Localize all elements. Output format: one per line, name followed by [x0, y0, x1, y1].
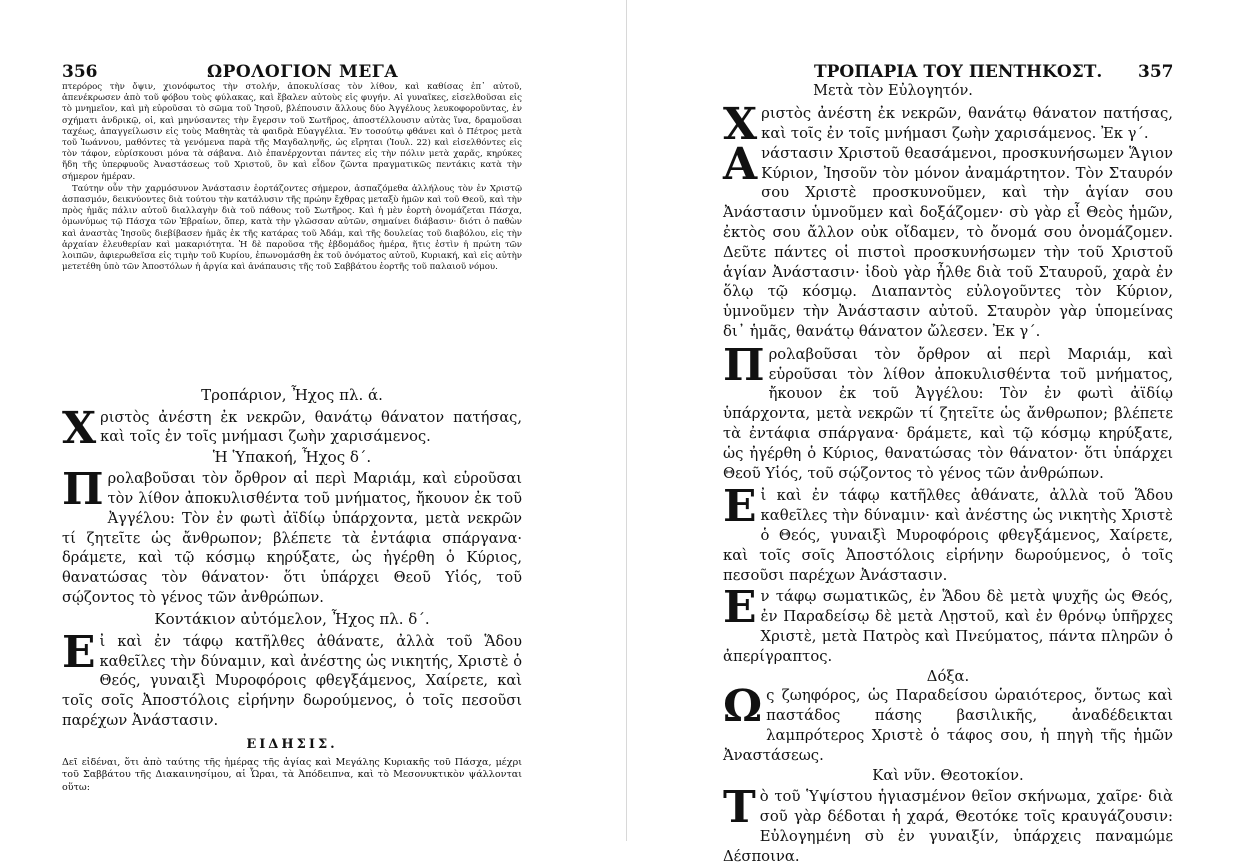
page-gutter — [626, 0, 627, 841]
narrative-paragraph-1: πτερόρος τὴν ὄψιν, χιονόφωτος τὴν στολήν, ἀποκυλίσας τὸν λίθον, καὶ καθίσας ἐπ᾽ αὐτοῦ, ἀπενέκρωσεν ἀπὸ τοῦ φόβου τοὺς φύλακας, καὶ ἔβαλεν αὐτοὺς εἰς φυγήν. Αἱ γυναῖκες, εἰσελθοῦσαι εἰς τὸ μνημεῖον, καὶ μὴ εὑροῦσαι τὸ σῶμα τοῦ Ἰησοῦ, βλέπουσιν ἄλλους δύο Ἀγγέλους λευκοφοροῦντας, ἐν σχήματι ἀνδρικῷ, οἱ, καὶ μηνύσαντες τὴν ἔγερσιν τοῦ Σωτῆρος, ἀποστέλλουσιν αὐτὰς ἵνα, δραμοῦσαι ταχέως, ἀπαγγείλωσιν εἰς τοὺς Μαθητὰς τὰ φαιδρὰ Εὐαγγέλια. Ἐν τοσούτῳ φθάνει καὶ ὁ Πέτρος μετὰ τοῦ Ἰωάννου, μαθόντες τὰ γενόμενα παρὰ τῆς Μαγδαληνῆς, ὡς εἴρηται (Ἰουλ. 22) καὶ εἰσελθόντες εἰς τὸν τάφον, εὑρίσκουσι μόνα τὰ σάβανα. Διὸ ἐπανέρχονται πάντες εἰς τὴν πόλιν μετὰ χαρᾶς, κηρύκες ἤδη τῆς ὑπερφυοῦς Ἀναστάσεως τοῦ Χριστοῦ, ὃν καὶ εἶδον ζῶντα πραγματικῶς πεντάκις κατὰ τὴν σήμερον ἡμέραν. — [62, 82, 522, 182]
drop-cap: Π — [723, 339, 765, 391]
hymn-6-text: ς ζωηφόρος, ὡς Παραδείσου ὡραιότερος, ὄντως καὶ παστάδος πάσης βασιλικῆς, ἀναδέδεικται λαμπρότερος Χριστὲ ὁ τάφος σου, ἡ πηγὴ τῆς ἡμῶν Ἀναστάσεως. — [723, 687, 1173, 764]
kai-nyn: Καὶ νῦν. Θεοτοκίον. — [872, 766, 1024, 784]
hymn-4 — [723, 481, 1173, 585]
hymn-2-text: νάστασιν Χριστοῦ θεασάμενοι, προσκυνήσωμεν Ἅγιον Κύριον, Ἰησοῦν τὸν μόνον ἀναμάρτητον. Τὸν Σταυρόν σου Χριστὲ προσκυνοῦμεν, καὶ τὴν ἁγίαν σου Ἀνάστασιν ὑμνοῦμεν καὶ δοξάζομεν· σὺ γὰρ εἶ Θεὸς ἡμῶν, ἐκτὸς σου ἄλλον οὐκ οἴδαμεν, τὸ ὄνομά σου ὀνομάζομεν. Δεῦτε πάντες οἱ πιστοὶ προσκυνήσωμεν τὴν τοῦ Χριστοῦ ἁγίαν Ἀνάστασιν· ἰδοὺ γὰρ ἦλθε διὰ τοῦ Σταυροῦ, χαρὰ ἐν ὅλῳ τῷ κόσμῳ. Διαπαντὸς εὐλογοῦντες τὸν Κύριον, ὑμνοῦμεν τὴν Ἀνάστασιν αὐτοῦ. Σταυρὸν γὰρ ὑπομείνας δι᾽ ἡμᾶς, θανάτῳ θάνατον ὤλεσεν. Ἐκ γ΄. — [723, 144, 1173, 340]
drop-cap: Ω — [723, 681, 763, 733]
drop-cap: Χ — [723, 98, 758, 150]
hymn-6 — [723, 681, 1173, 765]
troparion — [62, 402, 522, 454]
narrative-block — [62, 82, 522, 273]
kontakion-heading: Κοντάκιον αὐτόμελον, Ἦχος πλ. δ΄. — [154, 610, 430, 629]
drop-cap: Τ — [723, 782, 756, 834]
troparion-text: ριστὸς ἀνέστη ἐκ νεκρῶν, θανάτῳ θάνατον πατήσας, καὶ τοῖς ἐν τοῖς μνήμασι ζωὴν χαρισάμενος. — [100, 408, 522, 446]
doxa: Δόξα. — [926, 667, 970, 685]
troparion-heading: Τροπάριον, Ἦχος πλ. ά. — [201, 386, 383, 404]
hypakoe-heading: Ἡ Ὑπακοή, Ἦχος δ΄. — [212, 447, 372, 466]
hymn-7 — [723, 782, 1173, 866]
page-number-left: 356 — [62, 62, 98, 82]
hymn-4-text: ἰ καὶ ἐν τάφῳ κατῆλθες ἀθάνατε, ἀλλὰ τοῦ Ἅδου καθεῖλες τὴν δύναμιν· καὶ ἀνέστης ὡς νικητὴς Χριστὲ ὁ Θεός, γυναιξὶ Μυροφόροις φθεγξάμενος, Χαίρετε, καὶ τοῖς σοῖς Ἀποστόλοις εἰρήνην δωρούμενος, ὁ τοῖς πεσοῦσι παρέχων Ἀνάστασιν. — [723, 487, 1173, 584]
drop-cap: Α — [723, 138, 758, 190]
drop-cap: Ε — [62, 627, 96, 679]
notice-text: Δεῖ εἰδέναι, ὅτι ἀπὸ ταύτης τῆς ἡμέρας τῆς ἁγίας καὶ Μεγάλης Κυριακῆς τοῦ Πάσχα, μέχρι τοῦ Σαββάτου τῆς Διακαινησίμου, αἱ Ὧραι, τὰ Ἀπόδειπνα, καὶ τὸ Μεσονυκτικὸν ψάλλονται οὕτω: — [62, 756, 522, 793]
narrative-paragraph-2: Ταύτην οὖν τὴν χαρμόσυνον Ἀνάστασιν ἑορτάζοντες σήμερον, ἀσπαζόμεθα ἀλλήλους τὸν ἐν Χριστῷ ἀσπασμόν, δεικνύοντες διὰ τούτου τὴν κατάλυσιν τῆς πρώην ἔχθρας μεταξὺ ἡμῶν καὶ τοῦ Θεοῦ, καὶ τὴν πρὸς ἡμᾶς πάλιν αὐτοῦ διαλλαγὴν διὰ τοῦ πάθους τοῦ Σωτῆρος. Καὶ ἡ μὲν ἑορτὴ ὀνομάζεται Πάσχα, ὁμωνύμως τῷ Πάσχα τῶν Ἑβραίων, ὅπερ, κατὰ τὴν γλῶσσαν αὐτῶν, σημαίνει διάβασιν· διότι ὁ παθὼν καὶ ἀναστὰς Ἰησοῦς διεβίβασεν ἡμᾶς ἐκ τῆς κατάρας τοῦ Ἀδάμ, καὶ τῆς δουλείας τοῦ διαβόλου, εἰς τὴν ἀρχαίαν ἐλευθερίαν καὶ μακαριότητα. Ἡ δὲ παροῦσα τῆς ἑβδομάδος ἡμέρα, ἥτις ἐστὶν ἡ πρώτη τῶν λοιπῶν, ἀφιερωθεῖσα εἰς τιμὴν τοῦ Κυρίου, ἐπωνομάσθη ἐκ τοῦ ὀνόματος αὐτοῦ, Κυριακή, καὶ εἰς αὐτὴν μετετέθη ὑπὸ τῶν Ἀποστόλων ἡ ἀργία καὶ ἀνάπαυσις τῆς τοῦ Σαββάτου ἑορτῆς τοῦ παλαιοῦ νόμου. — [62, 183, 522, 273]
hymn-5-text: ν τάφῳ σωματικῶς, ἐν Ἅδου δὲ μετὰ ψυχῆς ὡς Θεός, ἐν Παραδείσῳ δὲ μετὰ Λῃστοῦ, καὶ ἐν θρόνῳ ὑπῆρχες Χριστὲ, μετὰ Πατρὸς καὶ Πνεύματος, πάντα πληρῶν ὁ ἀπερίγραπτος. — [723, 588, 1173, 665]
running-title-right: ΤΡΟΠΑΡΙΑ ΤΟΥ ΠΕΝΤΗΚΟΣΤ. — [814, 62, 1103, 82]
drop-cap: Χ — [62, 402, 97, 454]
kontakion — [62, 627, 522, 731]
left-page — [0, 0, 625, 841]
right-page — [628, 0, 1253, 865]
drop-cap: Ε — [723, 582, 757, 634]
notice-heading: ΕΙΔΗΣΙΣ. — [246, 736, 338, 752]
subheading: Μετὰ τὸν Εὐλογητόν. — [813, 83, 973, 99]
hymn-7-text: ὸ τοῦ Ὑψίστου ἡγιασμένον θεῖον σκήνωμα, χαῖρε· διὰ σοῦ γὰρ δέδοται ἡ χαρά, Θεοτόκε τοῖς κραυγάζουσιν: Εὐλογημένη σὺ ἐν γυναιξίν, ὑπάρχεις παναμώμε Δέσποινα. — [723, 788, 1173, 865]
right-hymns-block — [723, 82, 1173, 866]
hymn-5 — [723, 582, 1173, 666]
hymn-3-text: ρολαβοῦσαι τὸν ὄρθρον αἱ περὶ Μαριάμ, καὶ εὑροῦσαι τὸν λίθον ἀποκυλισθέντα τοῦ μνήματος, ἤκουον ἐκ τοῦ Ἀγγέλου: Τὸν ἐν φωτὶ ἀϊδίῳ ὑπάρχοντα, μετὰ νεκρῶν τί ζητεῖτε ὡς ἄνθρωπον; βλέπετε τὰ ἐντάφια σπάργανα· δράμετε, καὶ τῷ κόσμῳ κηρύξατε, ὡς ἠγέρθη ὁ Κύριος, θανατώσας τὸν θάνατον· ὅτι ὑπάρχει Θεοῦ Υἱός, τοῦ σῴζοντος τὸ γένος τῶν ἀνθρώπων. — [723, 345, 1173, 482]
hymn-1-text: ριστὸς ἀνέστη ἐκ νεκρῶν, θανάτῳ θάνατον πατήσας, καὶ τοῖς ἐν τοῖς μνήμασι ζωὴν χαρισάμενος. Ἐκ γ΄. — [761, 104, 1173, 142]
hypakoe-text: ρολαβοῦσαι τὸν ὄρθρον αἱ περὶ Μαριάμ, καὶ εὑροῦσαι τὸν λίθον ἀποκυλισθέντα τοῦ μνήματος, ἤκουον ἐκ τοῦ Ἀγγέλου: Τὸν ἐν φωτὶ ἀϊδίῳ ὑπάρχοντα, μετὰ νεκρῶν τί ζητεῖτε ὡς ἄνθρωπον; βλέπετε τὰ ἐντάφια σπάργανα· δράμετε, καὶ τῷ κόσμῳ κηρύξατε, ὡς ἠγέρθη ὁ Κύριος, θανατώσας τὸν θάνατον· ὅτι ὑπάρχει Θεοῦ Υἱός, τοῦ σῴζοντος τὸ γένος τῶν ἀνθρώπων. — [62, 470, 522, 606]
hymn-3 — [723, 339, 1173, 484]
hymn-1 — [723, 98, 1173, 150]
hymn-2 — [723, 138, 1173, 342]
drop-cap: Π — [62, 464, 104, 516]
running-title-left: ΩΡΟΛΟΓΙΟΝ ΜΕΓΑ — [207, 62, 399, 82]
kontakion-text: ἰ καὶ ἐν τάφῳ κατῆλθες ἀθάνατε, ἀλλὰ τοῦ Ἅδου καθεῖλες τὴν δύναμιν, καὶ ἀνέστης ὡς νικητής, Χριστὲ ὁ Θεός, γυναιξὶ Μυροφόροις φθεγξάμενος, Χαίρετε, καὶ τοῖς σοῖς Ἀποστόλοις εἰρήνην δωρούμενος, ὁ τοῖς πεσοῦσι παρέχων Ἀνάστασιν. — [62, 633, 522, 729]
drop-cap: Ε — [723, 481, 757, 533]
hypakoe — [62, 464, 522, 607]
page-number-right: 357 — [1138, 62, 1174, 82]
hymns-block — [62, 386, 522, 794]
